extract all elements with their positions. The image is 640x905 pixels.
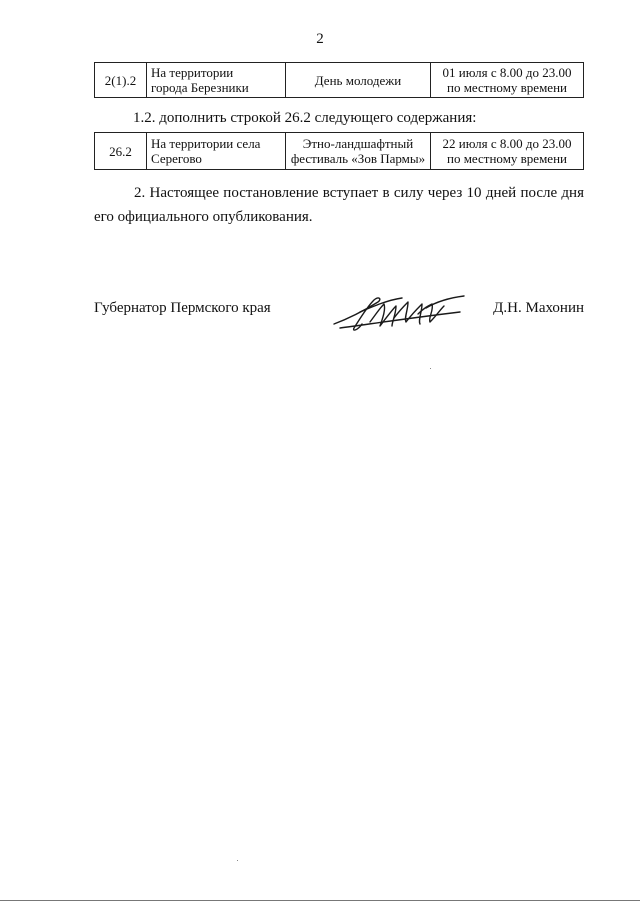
time-line: 01 июля с 8.00 до 23.00 bbox=[442, 65, 572, 80]
territory-cell bbox=[147, 63, 286, 98]
territory-line: На территории села bbox=[151, 136, 261, 151]
handwritten-signature bbox=[330, 288, 470, 338]
territory-line: города Березники bbox=[151, 80, 249, 95]
time-cell bbox=[431, 133, 584, 170]
territory-line: На территории bbox=[151, 65, 234, 80]
event-line: фестиваль «Зов Пармы» bbox=[290, 151, 426, 166]
time-cell bbox=[431, 63, 584, 98]
schedule-table-1 bbox=[94, 62, 584, 98]
page-number: 2 bbox=[316, 31, 324, 47]
time-line: по местному времени bbox=[447, 80, 567, 95]
signatory-name: Д.Н. Махонин bbox=[493, 300, 584, 316]
scan-edge-line bbox=[0, 900, 640, 901]
event-cell bbox=[286, 63, 431, 98]
table-row bbox=[95, 63, 584, 98]
table-row bbox=[95, 133, 584, 170]
event-line: Этно-ландшафтный bbox=[302, 136, 414, 151]
scan-speck bbox=[237, 860, 238, 861]
event-cell bbox=[286, 133, 431, 170]
time-line: 22 июля с 8.00 до 23.00 bbox=[442, 136, 572, 151]
effective-date-paragraph: 2. Настоящее постановление вступает в силу через 10 дней после дня его официального опубликования. bbox=[94, 185, 584, 225]
amendment-paragraph: 1.2. дополнить строкой 26.2 следующего содержания: bbox=[133, 110, 477, 126]
time-line: по местному времени bbox=[447, 151, 567, 166]
schedule-table-2 bbox=[94, 132, 584, 170]
signatory-position: Губернатор Пермского края bbox=[94, 300, 271, 316]
event-line: День молодежи bbox=[314, 72, 402, 88]
row-number-cell: 26.2 bbox=[95, 133, 147, 170]
territory-line: Серегово bbox=[151, 151, 202, 166]
row-number-cell: 2(1).2 bbox=[95, 63, 147, 98]
scan-speck bbox=[430, 368, 431, 369]
territory-cell bbox=[147, 133, 286, 170]
